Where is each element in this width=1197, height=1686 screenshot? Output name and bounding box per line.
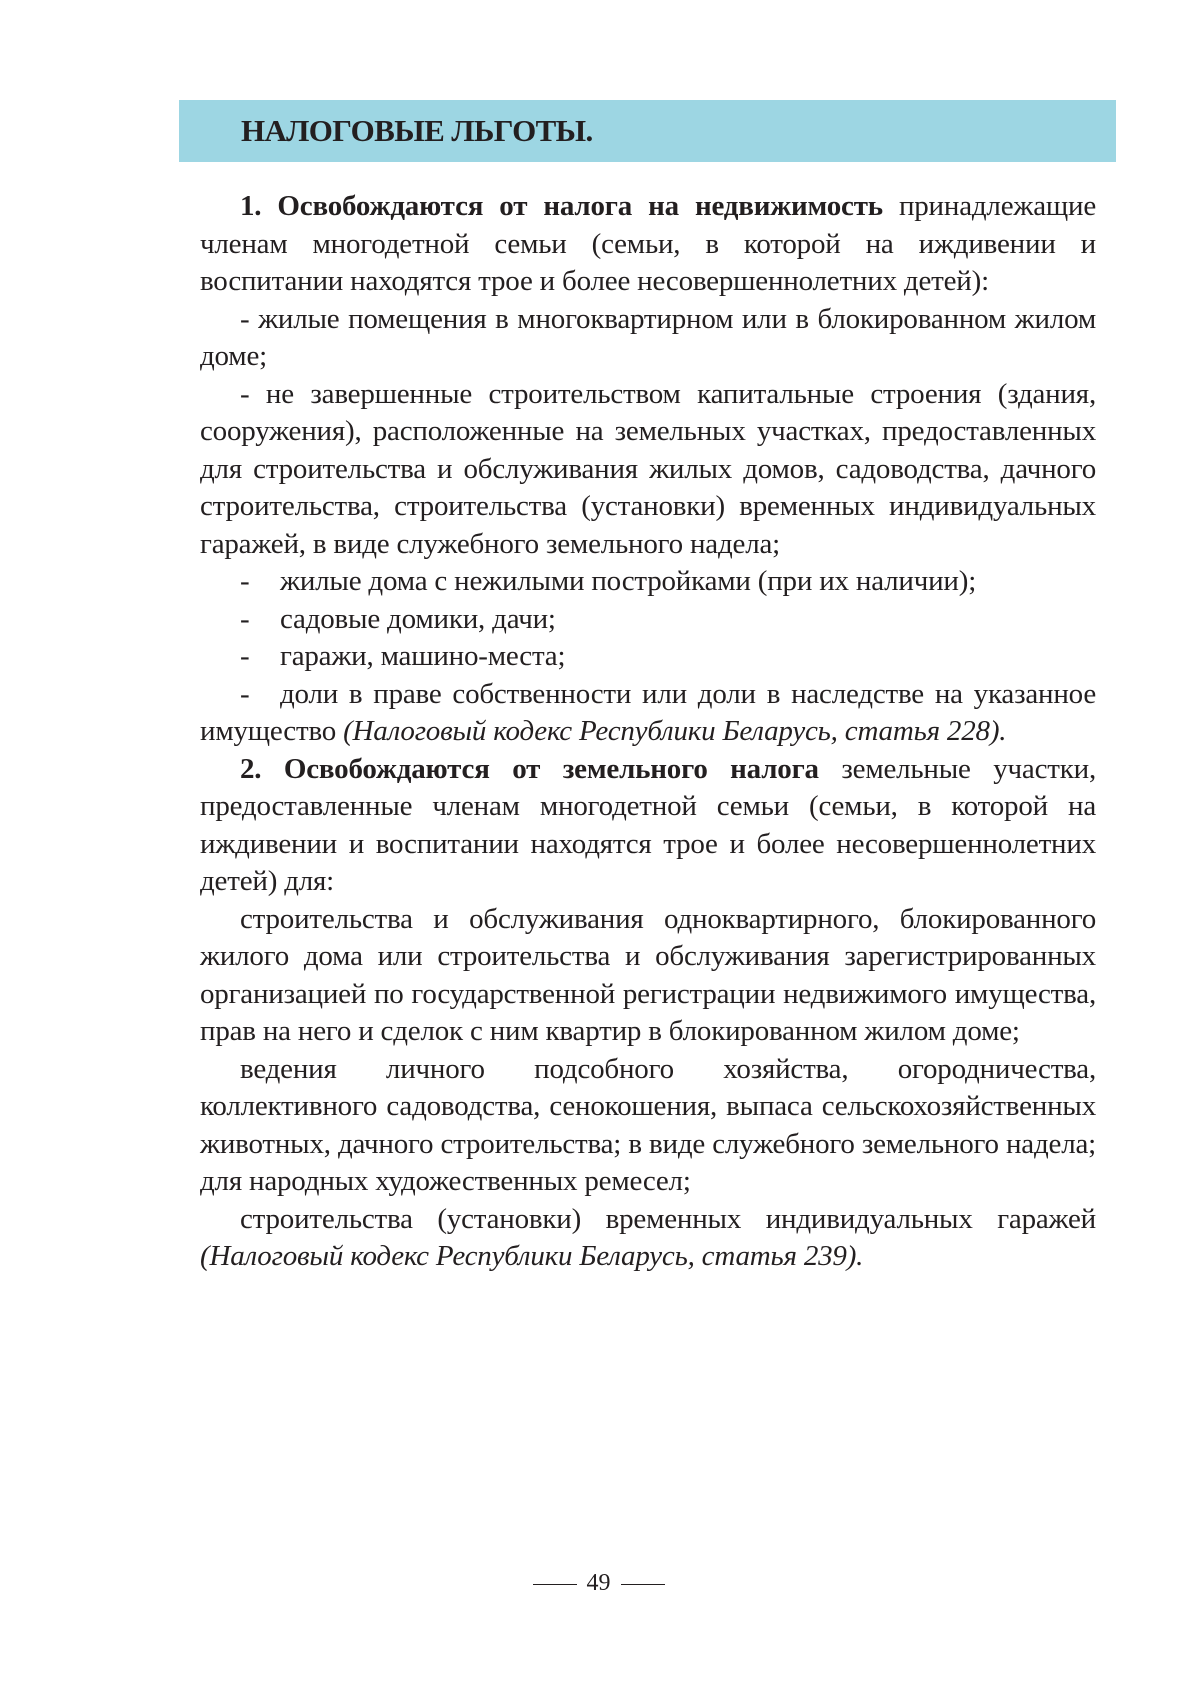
section2-lead-rest: земельные участки, предоставленные членам многодетной семьи (семьи, в которой на иждивении и воспитании находятся трое и более несовершеннолетних детей) для: — [200, 752, 1096, 897]
section1-item-5-text: гаражи, машино-места; — [280, 640, 566, 672]
section1-item-6-text: доли в праве собственности или доли в наследстве на указанное имущество — [200, 677, 1096, 747]
section1-item-4 — [200, 601, 1096, 639]
footer-rule-left — [533, 1584, 577, 1585]
section1-item-3-text: жилые дома с нежилыми постройками (при их наличии); — [280, 565, 977, 597]
page-footer — [0, 1568, 1197, 1598]
section2-paragraph-3-text: строительства (установки) временных индивидуальных гаражей — [240, 1202, 1096, 1235]
section1-lead: 1. Освобождаются от налога на недвижимость — [240, 190, 883, 222]
section1-item-3 — [200, 563, 1096, 601]
section1-item-6 — [200, 676, 1096, 751]
section1-item-5 — [200, 638, 1096, 676]
section2-lead: 2. Освобождаются от земельного налога — [240, 752, 819, 785]
section1-lead-rest: принадлежащие членам многодетной семьи (семьи, в которой на иждивении и воспитании находятся трое и более несовершеннолетних детей): — [200, 190, 1096, 297]
page-number: 49 — [586, 1570, 611, 1596]
section1-item-4-text: садовые домики, дачи; — [280, 602, 556, 635]
section2-paragraph-3 — [200, 1201, 1096, 1276]
list-dash: - — [240, 565, 250, 597]
list-dash: - — [240, 677, 250, 710]
section1-item-2: - не завершенные строительством капитальные строения (здания, сооружения), расположенные на земельных участках, предоставленных для строительства и обслуживания жилых домов, садоводства, дачного строительства, строительства (установки) временных индивидуальных гаражей, в виде служебного земельного надела; — [200, 377, 1096, 560]
list-dash: - — [240, 602, 250, 635]
section2-paragraph-2: ведения личного подсобного хозяйства, огородничества, коллективного садоводства, сенокошения, выпаса сельскохозяйственных животных, дачного строительства; в виде служебного земельного надела; для народных художественных ремесел; — [200, 1052, 1096, 1197]
page-body — [200, 188, 1096, 1276]
section2-legal-reference: (Налоговый кодекс Республики Беларусь, статья 239). — [200, 1240, 864, 1272]
section1-legal-reference: (Налоговый кодекс Республики Беларусь, статья 228). — [343, 715, 1007, 747]
footer-rule-right — [621, 1584, 665, 1585]
section2-intro — [200, 751, 1096, 901]
section-header-band — [179, 100, 1116, 162]
section-title: НАЛОГОВЫЕ ЛЬГОТЫ. — [241, 113, 593, 148]
section1-intro — [200, 188, 1096, 301]
section1-item-1: - жилые помещения в многоквартирном или в блокированном жилом доме; — [200, 302, 1096, 372]
list-dash: - — [240, 640, 250, 672]
section2-paragraph-1: строительства и обслуживания одноквартирного, блокированного жилого дома или строительства и обслуживания зарегистрированных организацией по государственной регистрации недвижимого имущества, прав на него и сделок с ним квартир в блокированном жилом доме; — [200, 902, 1096, 1047]
